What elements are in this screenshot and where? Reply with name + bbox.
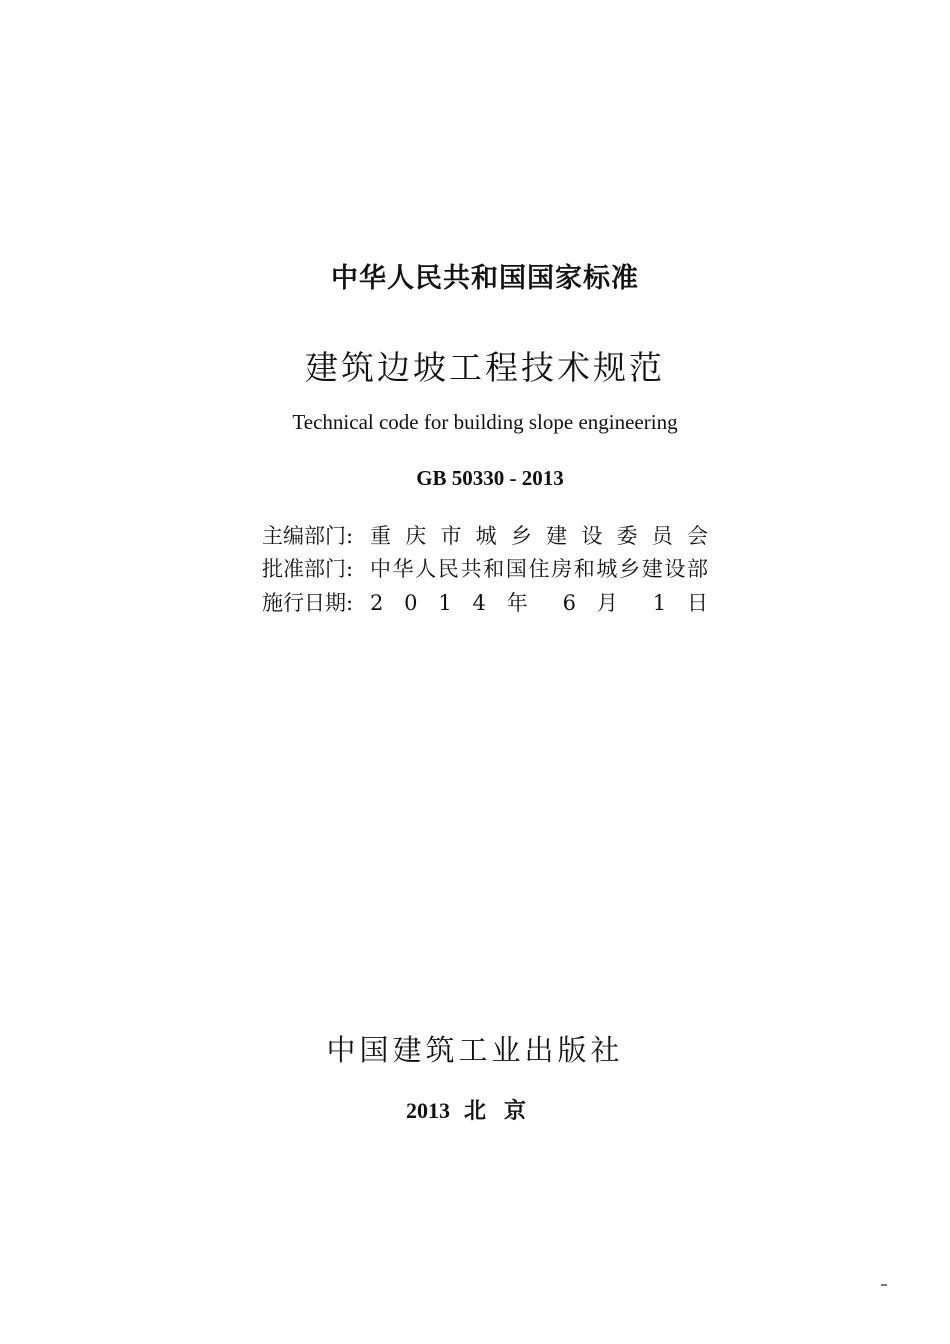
chief-editor-row [262,521,710,551]
effective-date-label: 施行日期: [262,591,354,615]
chief-editor-label: 主编部门: [262,524,354,548]
publication-city: 北京 [463,1098,544,1123]
approval-label: 批准部门: [262,557,354,581]
approval-value: 中华人民共和国住房和城乡建设部 [370,557,708,581]
effective-date-value: 2 0 1 4 年 6 月 1 日 [370,591,708,615]
chief-editor-value: 重 庆 市 城 乡 建 设 委 员 会 [370,524,708,548]
publisher-name: 中国建筑工业出版社 [326,1033,624,1067]
document-title-chinese: 建筑边坡工程技术规范 [305,348,665,387]
document-title-english: Technical code for building slope engineering [292,410,678,434]
series-title: 中华人民共和国国家标准 [331,263,639,294]
scan-mark [881,1284,887,1286]
effective-date-row [262,588,710,618]
publication-place [0,1094,950,1125]
standard-code: GB 50330 - 2013 [416,466,564,490]
approval-row [262,554,710,584]
publication-year: 2013 [405,1098,450,1123]
